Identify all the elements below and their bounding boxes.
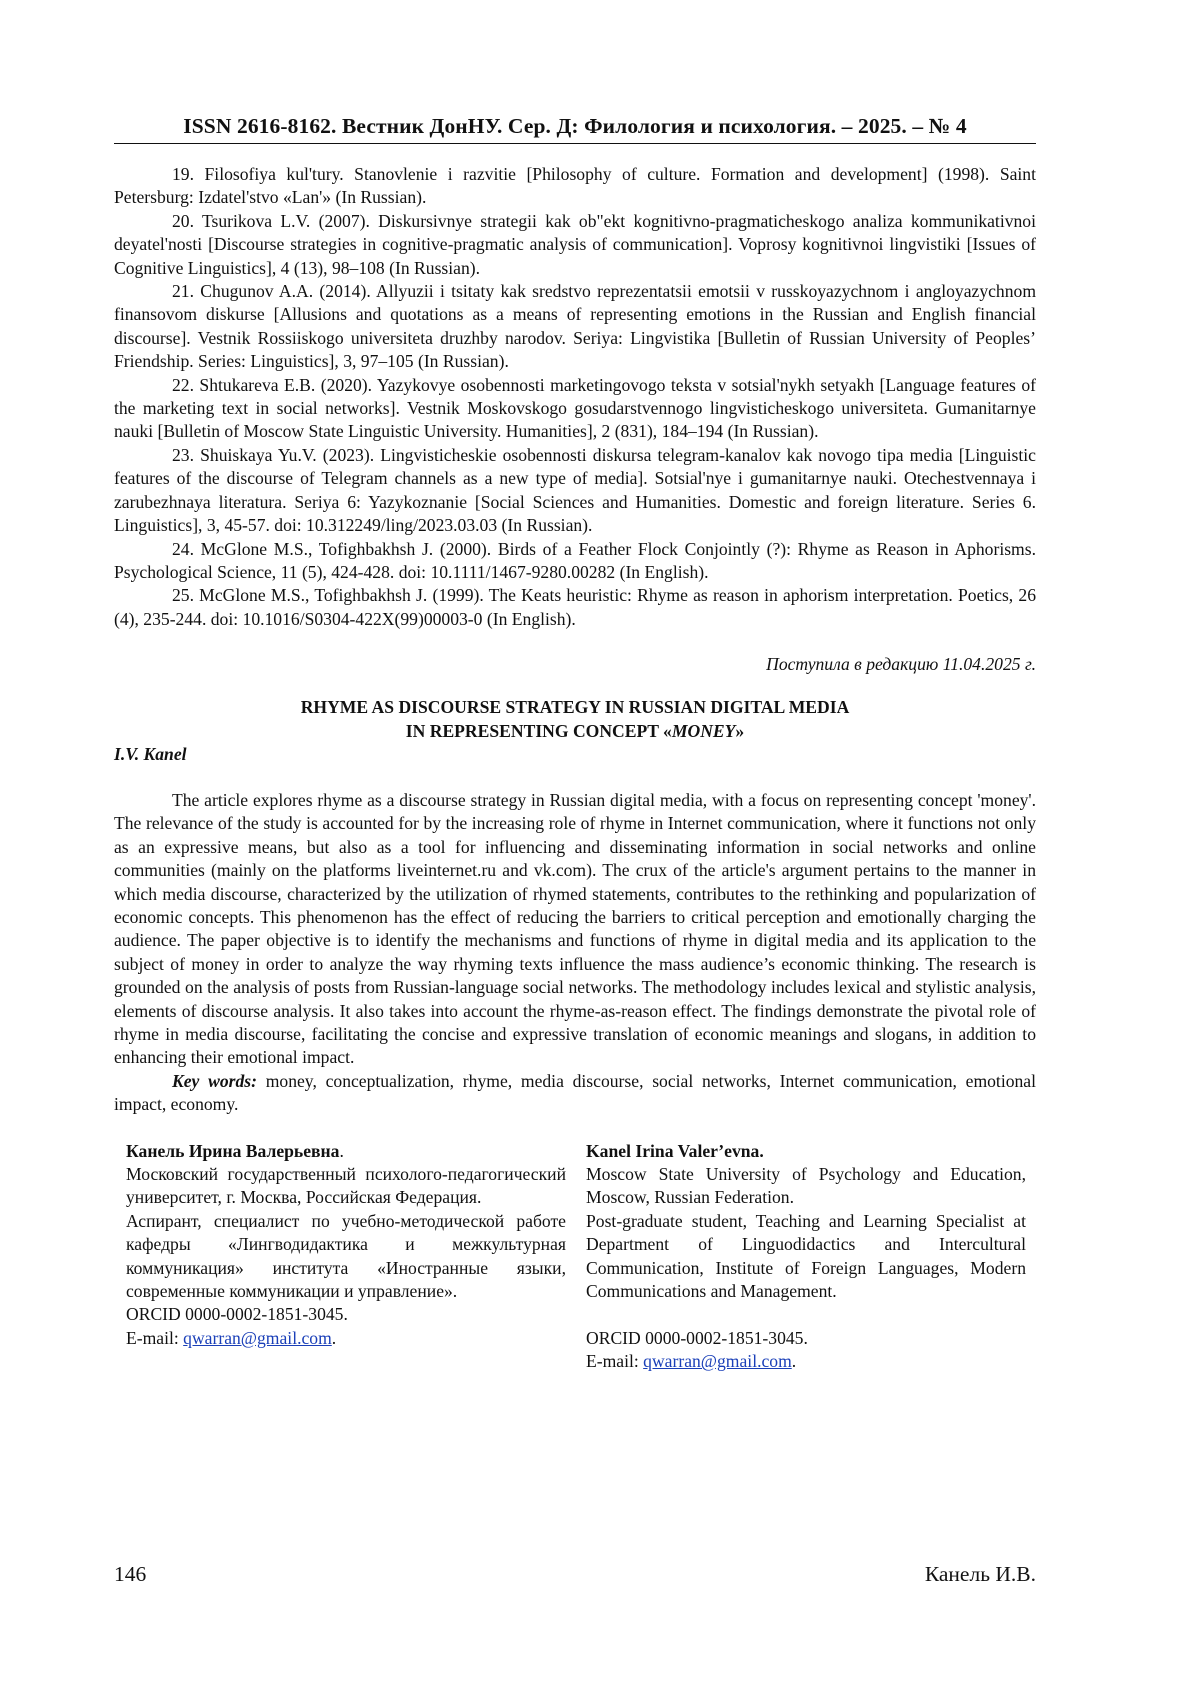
author-info-russian [126,1140,566,1374]
article-title-line-2 [114,720,1036,743]
author-info [114,1140,1036,1374]
author-position-ru: Аспирант, специалист по учебно-методической работе кафедры «Лингводидактика и межкультурная коммуникация» института «Иностранные языки, современные коммуникации и управление». [126,1210,566,1302]
author-name-ru [126,1140,566,1163]
email-link[interactable]: qwarran@gmail.com [183,1327,332,1348]
page [114,114,1036,1374]
email-label: E-mail: [126,1327,184,1348]
author-affiliation-en: Moscow State University of Psychology and Education, Moscow, Russian Federation. [586,1164,1026,1208]
email-link[interactable]: qwarran@gmail.com [643,1351,792,1372]
email-label: E-mail: [586,1351,644,1372]
keywords-label: Key words: [172,1070,257,1091]
abstract [114,789,1036,1117]
article-title [114,696,1036,743]
author-orcid-ru: ORCID 0000-0002-1851-3045. [126,1304,348,1325]
keywords-text: money, conceptualization, rhyme, media discourse, social networks, Internet communication, emotional impact, economy. [114,1070,1037,1115]
author-name-ru-text: Канель Ирина Валерьевна [126,1140,340,1161]
keywords [114,1070,1036,1117]
page-number: 146 [114,1562,147,1586]
reference-list [114,163,1036,631]
reference-item: 21. Chugunov A.A. (2014). Allyuzii i tsitaty kak sredstvo reprezentatsii emotsii v russkoyazychnom i angloyazychnom finansovom diskurse [Allusions and quotations as a means of representing emotions in the Russian and English financial discourse]. Vestnik Rossiiskogo universiteta druzhby narodov. Seriya: Lingvistika [Bulletin of Russian University of Peoples’ Friendship. Series: Linguistics], 3, 97–105 (In Russian). [114,281,1036,372]
author-name-ru-end: . [339,1140,344,1161]
author-name-en: Kanel Irina Valer’evna. [586,1140,764,1161]
received-date: Поступила в редакцию 11.04.2025 г. [766,654,1036,675]
footer-author: Канель И.В. [924,1562,1036,1586]
reference-item: 25. McGlone M.S., Tofighbakhsh J. (1999). The Keats heuristic: Rhyme as reason in aphorism interpretation. Poetics, 26 (4), 235-244. doi: 10.1016/S0304-422X(99)00003-0 (In English). [114,585,1036,629]
abstract-text: The article explores rhyme as a discourse strategy in Russian digital media, with a focus on representing concept 'money'. The relevance of the study is accounted for by the increasing role of rhyme in Internet communication, where it functions not only as an expressive means, but also as a tool for influencing and disseminating information in social networks and online communities (mainly on the platforms liveinternet.ru and vk.com). The crux of the article's argument pertains to the manner in which media discourse, characterized by the utilization of rhymed statements, contributes to the rethinking and popularization of economic concepts. This phenomenon has the effect of reducing the barriers to critical perception and emotionally charging the audience. The paper objective is to identify the mechanisms and functions of rhyme in digital media and its application to the subject of money in order to analyze the way rhyming texts influence the mass audience’s economic thinking. The research is grounded on the analysis of posts from Russian-language social networks. The methodology includes lexical and stylistic analysis, elements of discourse analysis. It also takes into account the rhyme-as-reason effect. The findings demonstrate the pivotal role of rhyme in media discourse, facilitating the concise and expressive translation of economic meanings and slogans, in addition to enhancing their emotional impact. [114,789,1036,1068]
reference-item: 23. Shuiskaya Yu.V. (2023). Lingvisticheskie osobennosti diskursa telegram-kanalov kak novogo tipa media [Linguistic features of the discourse of Telegram channels as a new type of media]. Sotsial'nye i gumanitarnye nauki. Otechestvennaya i zarubezhnaya literatura. Seriya 6: Yazykoznanie [Social Sciences and Humanities. Domestic and foreign literature. Series 6. Linguistics], 3, 45-57. doi: 10.312249/ling/2023.03.03 (In Russian). [114,444,1036,536]
author-byline: I.V. Kanel [114,743,187,764]
reference-item: 19. Filosofiya kul'tury. Stanovlenie i razvitie [Philosophy of culture. Formation and development] (1998). Saint Petersburg: Izdatel'stvo «Lan'» (In Russian). [114,164,1036,208]
title-concept: MONEY [671,720,736,741]
reference-item: 22. Shtukareva E.B. (2020). Yazykovye osobennosti marketingovogo teksta v sotsial'nykh setyakh [Language features of the marketing text in social networks]. Vestnik Moskovskogo gosudarstvennogo lingvisticheskogo universiteta. Gumanitarnye nauki [Bulletin of Moscow State Linguistic University. Humanities], 2 (831), 184–194 (In Russian). [114,374,1036,442]
author-email-en [586,1350,1026,1373]
email-end: . [331,1327,337,1348]
author-email-ru [126,1327,566,1350]
title-suffix: » [735,720,745,741]
reference-item: 20. Tsurikova L.V. (2007). Diskursivnye strategii kak ob"ekt kognitivno-pragmaticheskogo analiza kommunikativnoi deyatel'nosti [Discourse strategies in cognitive-pragmatic analysis of communication]. Voprosy kognitivnoi lingvistiki [Issues of Cognitive Linguistics], 4 (13), 98–108 (In Russian). [114,210,1036,278]
author-position-en: Post-graduate student, Teaching and Learning Specialist at Department of Linguodidactics and Intercultural Communication, Institute of Foreign Languages, Modern Communications and Management. [586,1210,1026,1302]
spacer [586,1303,1026,1326]
reference-item: 24. McGlone M.S., Tofighbakhsh J. (2000). Birds of a Feather Flock Conjointly (?): Rhyme as Reason in Aphorisms. Psychological Science, 11 (5), 424-428. doi: 10.1111/1467-9280.00282 (In English). [114,538,1036,582]
author-info-english [586,1140,1026,1374]
running-header: ISSN 2616-8162. Вестник ДонНУ. Сер. Д: Филология и психология. – 2025. – № 4 [114,114,1036,144]
email-end: . [791,1351,797,1372]
title-prefix: IN REPRESENTING CONCEPT « [405,720,672,741]
author-orcid-en: ORCID 0000-0002-1851-3045. [586,1327,808,1348]
article-title-line-1: RHYME AS DISCOURSE STRATEGY IN RUSSIAN DIGITAL MEDIA [300,697,850,718]
author-affiliation-ru: Московский государственный психолого-педагогический университет, г. Москва, Российская Федерация. [126,1164,566,1208]
page-footer [114,1562,1036,1587]
